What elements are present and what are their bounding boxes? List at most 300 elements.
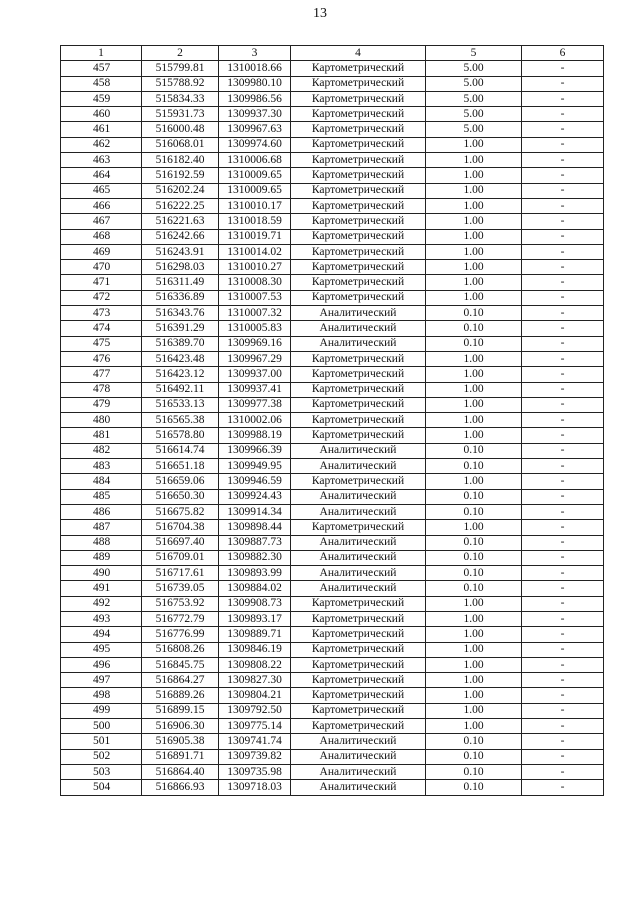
header-row (61, 46, 604, 61)
x-coordinate-cell: 516709.01 (142, 550, 219, 565)
y-coordinate-cell: 1309739.82 (219, 749, 291, 764)
point-number-cell: 502 (61, 749, 142, 764)
y-coordinate-cell: 1309969.16 (219, 336, 291, 351)
point-number-cell: 487 (61, 520, 142, 535)
y-coordinate-cell: 1310007.53 (219, 290, 291, 305)
method-cell: Картометрический (291, 198, 426, 213)
method-cell: Картометрический (291, 657, 426, 672)
note-cell: - (522, 749, 604, 764)
method-cell: Картометрический (291, 642, 426, 657)
y-coordinate-cell: 1310006.68 (219, 153, 291, 168)
x-coordinate-cell: 516717.61 (142, 566, 219, 581)
method-cell: Картометрический (291, 428, 426, 443)
point-number-cell: 462 (61, 137, 142, 152)
accuracy-cell: 0.10 (426, 504, 522, 519)
note-cell: - (522, 413, 604, 428)
point-number-cell: 474 (61, 321, 142, 336)
x-coordinate-cell: 516068.01 (142, 137, 219, 152)
accuracy-cell: 1.00 (426, 137, 522, 152)
method-cell: Картометрический (291, 520, 426, 535)
y-coordinate-cell: 1309937.00 (219, 367, 291, 382)
x-coordinate-cell: 516889.26 (142, 688, 219, 703)
note-cell: - (522, 474, 604, 489)
note-cell: - (522, 306, 604, 321)
x-coordinate-cell: 516697.40 (142, 535, 219, 550)
point-number-cell: 458 (61, 76, 142, 91)
method-cell: Аналитический (291, 535, 426, 550)
accuracy-cell: 0.10 (426, 734, 522, 749)
table-row (61, 367, 604, 382)
x-coordinate-cell: 516343.76 (142, 306, 219, 321)
note-cell: - (522, 520, 604, 535)
note-cell: - (522, 459, 604, 474)
table-row (61, 749, 604, 764)
method-cell: Картометрический (291, 168, 426, 183)
point-number-cell: 479 (61, 397, 142, 412)
method-cell: Аналитический (291, 489, 426, 504)
note-cell: - (522, 642, 604, 657)
accuracy-cell: 1.00 (426, 382, 522, 397)
table-row (61, 290, 604, 305)
accuracy-cell: 1.00 (426, 275, 522, 290)
point-number-cell: 466 (61, 198, 142, 213)
method-cell: Аналитический (291, 734, 426, 749)
note-cell: - (522, 260, 604, 275)
table-row (61, 260, 604, 275)
note-cell: - (522, 764, 604, 779)
x-coordinate-cell: 516389.70 (142, 336, 219, 351)
method-cell: Аналитический (291, 443, 426, 458)
y-coordinate-cell: 1309988.19 (219, 428, 291, 443)
accuracy-cell: 1.00 (426, 260, 522, 275)
table-row (61, 76, 604, 91)
x-coordinate-cell: 516753.92 (142, 596, 219, 611)
table-row (61, 688, 604, 703)
note-cell: - (522, 581, 604, 596)
column-header-4: 4 (291, 46, 426, 61)
accuracy-cell: 0.10 (426, 336, 522, 351)
x-coordinate-cell: 515788.92 (142, 76, 219, 91)
table-row (61, 703, 604, 718)
point-number-cell: 497 (61, 673, 142, 688)
point-number-cell: 470 (61, 260, 142, 275)
y-coordinate-cell: 1309977.38 (219, 397, 291, 412)
x-coordinate-cell: 516905.38 (142, 734, 219, 749)
x-coordinate-cell: 516423.12 (142, 367, 219, 382)
method-cell: Картометрический (291, 596, 426, 611)
y-coordinate-cell: 1309887.73 (219, 535, 291, 550)
accuracy-cell: 5.00 (426, 107, 522, 122)
table-row (61, 198, 604, 213)
accuracy-cell: 1.00 (426, 397, 522, 412)
method-cell: Картометрический (291, 397, 426, 412)
note-cell: - (522, 443, 604, 458)
x-coordinate-cell: 516298.03 (142, 260, 219, 275)
point-number-cell: 459 (61, 91, 142, 106)
table-row (61, 107, 604, 122)
method-cell: Картометрический (291, 183, 426, 198)
table-row (61, 489, 604, 504)
point-number-cell: 494 (61, 627, 142, 642)
note-cell: - (522, 489, 604, 504)
note-cell: - (522, 780, 604, 795)
x-coordinate-cell: 516864.27 (142, 673, 219, 688)
x-coordinate-cell: 516899.15 (142, 703, 219, 718)
table-row (61, 61, 604, 76)
column-header-1: 1 (61, 46, 142, 61)
accuracy-cell: 1.00 (426, 520, 522, 535)
y-coordinate-cell: 1309718.03 (219, 780, 291, 795)
note-cell: - (522, 122, 604, 137)
y-coordinate-cell: 1309889.71 (219, 627, 291, 642)
table-row (61, 397, 604, 412)
method-cell: Картометрический (291, 122, 426, 137)
y-coordinate-cell: 1309908.73 (219, 596, 291, 611)
y-coordinate-cell: 1309967.29 (219, 351, 291, 366)
table-body (61, 61, 604, 795)
y-coordinate-cell: 1309974.60 (219, 137, 291, 152)
accuracy-cell: 0.10 (426, 459, 522, 474)
accuracy-cell: 0.10 (426, 566, 522, 581)
note-cell: - (522, 382, 604, 397)
table-row (61, 443, 604, 458)
method-cell: Картометрический (291, 719, 426, 734)
y-coordinate-cell: 1310010.27 (219, 260, 291, 275)
point-number-cell: 472 (61, 290, 142, 305)
table-row (61, 122, 604, 137)
point-number-cell: 477 (61, 367, 142, 382)
x-coordinate-cell: 516000.48 (142, 122, 219, 137)
accuracy-cell: 1.00 (426, 183, 522, 198)
note-cell: - (522, 275, 604, 290)
point-number-cell: 496 (61, 657, 142, 672)
point-number-cell: 499 (61, 703, 142, 718)
x-coordinate-cell: 516866.93 (142, 780, 219, 795)
note-cell: - (522, 168, 604, 183)
note-cell: - (522, 703, 604, 718)
accuracy-cell: 0.10 (426, 764, 522, 779)
method-cell: Картометрический (291, 229, 426, 244)
accuracy-cell: 0.10 (426, 780, 522, 795)
method-cell: Картометрический (291, 275, 426, 290)
point-number-cell: 489 (61, 550, 142, 565)
note-cell: - (522, 321, 604, 336)
accuracy-cell: 0.10 (426, 443, 522, 458)
method-cell: Аналитический (291, 336, 426, 351)
accuracy-cell: 0.10 (426, 749, 522, 764)
y-coordinate-cell: 1309986.56 (219, 91, 291, 106)
accuracy-cell: 0.10 (426, 306, 522, 321)
accuracy-cell: 1.00 (426, 351, 522, 366)
y-coordinate-cell: 1309967.63 (219, 122, 291, 137)
table-row (61, 306, 604, 321)
method-cell: Картометрический (291, 137, 426, 152)
method-cell: Картометрический (291, 688, 426, 703)
point-number-cell: 476 (61, 351, 142, 366)
table-row (61, 581, 604, 596)
x-coordinate-cell: 516776.99 (142, 627, 219, 642)
y-coordinate-cell: 1309884.02 (219, 581, 291, 596)
method-cell: Картометрический (291, 260, 426, 275)
method-cell: Аналитический (291, 566, 426, 581)
note-cell: - (522, 428, 604, 443)
method-cell: Картометрический (291, 382, 426, 397)
method-cell: Картометрический (291, 290, 426, 305)
accuracy-cell: 1.00 (426, 198, 522, 213)
note-cell: - (522, 198, 604, 213)
point-number-cell: 485 (61, 489, 142, 504)
y-coordinate-cell: 1309827.30 (219, 673, 291, 688)
table-row (61, 168, 604, 183)
x-coordinate-cell: 516650.30 (142, 489, 219, 504)
table-row (61, 642, 604, 657)
table-row (61, 611, 604, 626)
x-coordinate-cell: 516336.89 (142, 290, 219, 305)
accuracy-cell: 1.00 (426, 703, 522, 718)
table-row (61, 428, 604, 443)
note-cell: - (522, 627, 604, 642)
note-cell: - (522, 657, 604, 672)
method-cell: Картометрический (291, 107, 426, 122)
table-row (61, 336, 604, 351)
point-number-cell: 469 (61, 244, 142, 259)
x-coordinate-cell: 516864.40 (142, 764, 219, 779)
y-coordinate-cell: 1309924.43 (219, 489, 291, 504)
x-coordinate-cell: 516391.29 (142, 321, 219, 336)
point-number-cell: 478 (61, 382, 142, 397)
table-row (61, 657, 604, 672)
table-row (61, 764, 604, 779)
accuracy-cell: 1.00 (426, 168, 522, 183)
y-coordinate-cell: 1309949.95 (219, 459, 291, 474)
x-coordinate-cell: 516891.71 (142, 749, 219, 764)
y-coordinate-cell: 1310018.66 (219, 61, 291, 76)
table-row (61, 244, 604, 259)
note-cell: - (522, 91, 604, 106)
table-row (61, 321, 604, 336)
accuracy-cell: 5.00 (426, 91, 522, 106)
accuracy-cell: 1.00 (426, 367, 522, 382)
y-coordinate-cell: 1309741.74 (219, 734, 291, 749)
accuracy-cell: 1.00 (426, 474, 522, 489)
y-coordinate-cell: 1309980.10 (219, 76, 291, 91)
method-cell: Аналитический (291, 749, 426, 764)
accuracy-cell: 1.00 (426, 719, 522, 734)
x-coordinate-cell: 516242.66 (142, 229, 219, 244)
y-coordinate-cell: 1309914.34 (219, 504, 291, 519)
x-coordinate-cell: 516772.79 (142, 611, 219, 626)
note-cell: - (522, 351, 604, 366)
y-coordinate-cell: 1309898.44 (219, 520, 291, 535)
accuracy-cell: 1.00 (426, 673, 522, 688)
method-cell: Аналитический (291, 550, 426, 565)
x-coordinate-cell: 515834.33 (142, 91, 219, 106)
y-coordinate-cell: 1310014.02 (219, 244, 291, 259)
method-cell: Картометрический (291, 61, 426, 76)
point-number-cell: 475 (61, 336, 142, 351)
note-cell: - (522, 504, 604, 519)
point-number-cell: 467 (61, 214, 142, 229)
note-cell: - (522, 719, 604, 734)
method-cell: Картометрический (291, 413, 426, 428)
table-row (61, 153, 604, 168)
x-coordinate-cell: 516808.26 (142, 642, 219, 657)
note-cell: - (522, 596, 604, 611)
accuracy-cell: 5.00 (426, 122, 522, 137)
point-number-cell: 488 (61, 535, 142, 550)
y-coordinate-cell: 1310002.06 (219, 413, 291, 428)
x-coordinate-cell: 515931.73 (142, 107, 219, 122)
method-cell: Картометрический (291, 611, 426, 626)
point-number-cell: 463 (61, 153, 142, 168)
accuracy-cell: 1.00 (426, 290, 522, 305)
y-coordinate-cell: 1310005.83 (219, 321, 291, 336)
method-cell: Картометрический (291, 367, 426, 382)
x-coordinate-cell: 516659.06 (142, 474, 219, 489)
point-number-cell: 460 (61, 107, 142, 122)
y-coordinate-cell: 1310018.59 (219, 214, 291, 229)
note-cell: - (522, 153, 604, 168)
accuracy-cell: 1.00 (426, 642, 522, 657)
point-number-cell: 480 (61, 413, 142, 428)
table-row (61, 673, 604, 688)
x-coordinate-cell: 516906.30 (142, 719, 219, 734)
column-header-5: 5 (426, 46, 522, 61)
point-number-cell: 486 (61, 504, 142, 519)
accuracy-cell: 1.00 (426, 657, 522, 672)
method-cell: Картометрический (291, 91, 426, 106)
method-cell: Аналитический (291, 504, 426, 519)
accuracy-cell: 1.00 (426, 596, 522, 611)
table-row (61, 351, 604, 366)
table-row (61, 459, 604, 474)
x-coordinate-cell: 516704.38 (142, 520, 219, 535)
method-cell: Картометрический (291, 153, 426, 168)
note-cell: - (522, 244, 604, 259)
y-coordinate-cell: 1310008.30 (219, 275, 291, 290)
accuracy-cell: 1.00 (426, 229, 522, 244)
note-cell: - (522, 688, 604, 703)
method-cell: Картометрический (291, 214, 426, 229)
note-cell: - (522, 107, 604, 122)
y-coordinate-cell: 1309882.30 (219, 550, 291, 565)
x-coordinate-cell: 516651.18 (142, 459, 219, 474)
note-cell: - (522, 214, 604, 229)
method-cell: Аналитический (291, 306, 426, 321)
table-row (61, 627, 604, 642)
point-number-cell: 471 (61, 275, 142, 290)
method-cell: Картометрический (291, 627, 426, 642)
x-coordinate-cell: 516492.11 (142, 382, 219, 397)
table-row (61, 550, 604, 565)
column-header-2: 2 (142, 46, 219, 61)
method-cell: Аналитический (291, 459, 426, 474)
note-cell: - (522, 397, 604, 412)
accuracy-cell: 0.10 (426, 489, 522, 504)
point-number-cell: 490 (61, 566, 142, 581)
y-coordinate-cell: 1309966.39 (219, 443, 291, 458)
x-coordinate-cell: 516565.38 (142, 413, 219, 428)
coordinates-table (60, 45, 604, 796)
table-row (61, 413, 604, 428)
note-cell: - (522, 336, 604, 351)
y-coordinate-cell: 1309893.99 (219, 566, 291, 581)
point-number-cell: 500 (61, 719, 142, 734)
accuracy-cell: 0.10 (426, 550, 522, 565)
method-cell: Аналитический (291, 321, 426, 336)
note-cell: - (522, 137, 604, 152)
method-cell: Картометрический (291, 703, 426, 718)
y-coordinate-cell: 1309804.21 (219, 688, 291, 703)
note-cell: - (522, 61, 604, 76)
method-cell: Аналитический (291, 581, 426, 596)
point-number-cell: 492 (61, 596, 142, 611)
y-coordinate-cell: 1309946.59 (219, 474, 291, 489)
accuracy-cell: 0.10 (426, 581, 522, 596)
point-number-cell: 468 (61, 229, 142, 244)
x-coordinate-cell: 516845.75 (142, 657, 219, 672)
table-row (61, 382, 604, 397)
point-number-cell: 482 (61, 443, 142, 458)
y-coordinate-cell: 1310019.71 (219, 229, 291, 244)
point-number-cell: 465 (61, 183, 142, 198)
accuracy-cell: 1.00 (426, 428, 522, 443)
method-cell: Картометрический (291, 244, 426, 259)
method-cell: Картометрический (291, 351, 426, 366)
table-row (61, 596, 604, 611)
y-coordinate-cell: 1309937.41 (219, 382, 291, 397)
accuracy-cell: 1.00 (426, 413, 522, 428)
point-number-cell: 464 (61, 168, 142, 183)
note-cell: - (522, 367, 604, 382)
table-row (61, 275, 604, 290)
note-cell: - (522, 734, 604, 749)
table-row (61, 183, 604, 198)
accuracy-cell: 1.00 (426, 244, 522, 259)
point-number-cell: 481 (61, 428, 142, 443)
y-coordinate-cell: 1309893.17 (219, 611, 291, 626)
accuracy-cell: 0.10 (426, 535, 522, 550)
table-row (61, 137, 604, 152)
point-number-cell: 504 (61, 780, 142, 795)
method-cell: Аналитический (291, 764, 426, 779)
method-cell: Картометрический (291, 474, 426, 489)
note-cell: - (522, 76, 604, 91)
x-coordinate-cell: 515799.81 (142, 61, 219, 76)
y-coordinate-cell: 1310009.65 (219, 168, 291, 183)
x-coordinate-cell: 516182.40 (142, 153, 219, 168)
point-number-cell: 461 (61, 122, 142, 137)
accuracy-cell: 1.00 (426, 214, 522, 229)
y-coordinate-cell: 1309735.98 (219, 764, 291, 779)
table-row (61, 474, 604, 489)
note-cell: - (522, 673, 604, 688)
x-coordinate-cell: 516222.25 (142, 198, 219, 213)
column-header-6: 6 (522, 46, 604, 61)
point-number-cell: 495 (61, 642, 142, 657)
table-row (61, 229, 604, 244)
table-row (61, 504, 604, 519)
note-cell: - (522, 229, 604, 244)
note-cell: - (522, 611, 604, 626)
table-row (61, 520, 604, 535)
point-number-cell: 501 (61, 734, 142, 749)
table-row (61, 780, 604, 795)
y-coordinate-cell: 1310010.17 (219, 198, 291, 213)
x-coordinate-cell: 516202.24 (142, 183, 219, 198)
x-coordinate-cell: 516578.80 (142, 428, 219, 443)
table-row (61, 91, 604, 106)
